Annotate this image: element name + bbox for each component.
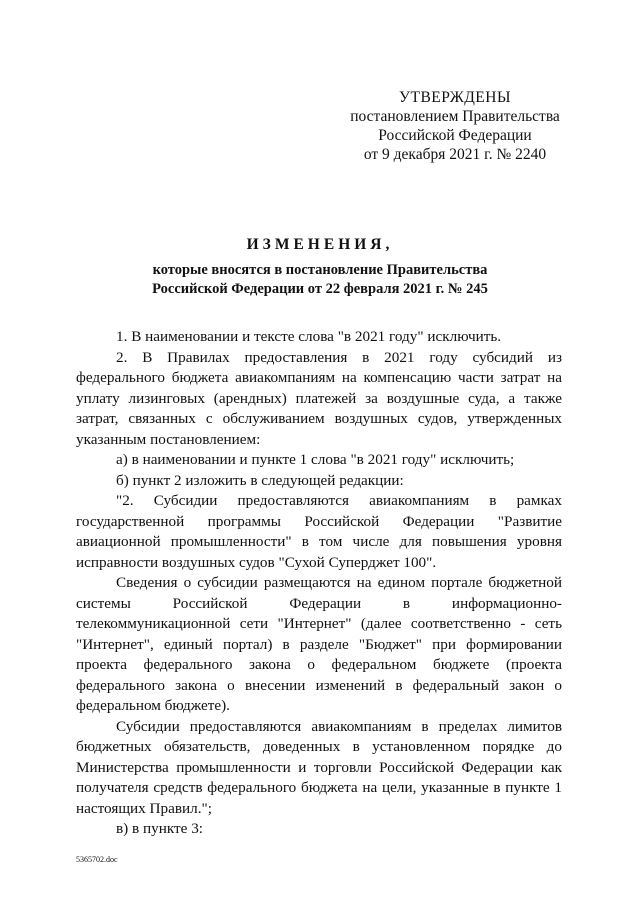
paragraph-2a: а) в наименовании и пункте 1 слова "в 2021 году" исключить; [116, 451, 515, 468]
paragraph-1: 1. В наименовании и тексте слова "в 2021 году" исключить. [116, 328, 502, 345]
file-reference: 5365702.doc [76, 855, 118, 864]
paragraph-2b: б) пункт 2 изложить в следующей редакции: [116, 471, 404, 489]
paragraph-quote-3: Субсидии предоставляются авиакомпаниям в пределах лимитов бюджетных обязательств, доведенных в установленном порядке до Министерства промышленности и торговли Российской Федерации как получателя средств федерального бюджета на цели, указанные в пункте 1 настоящих Правил."; [76, 717, 562, 817]
paragraph-quote-1: "2. Субсидии предоставляются авиакомпаниям в рамках государственной программы Российской Федерации "Развитие авиационной промышленности" в том числе для повышения уровня исправности воздушных судов "Сухой Суперджет 100". [76, 492, 562, 571]
approval-line-3: от 9 декабря 2021 г. № 2240 [363, 146, 547, 163]
approval-line-1: постановлением Правительства [350, 108, 560, 125]
approval-line-2: Российской Федерации [378, 127, 532, 144]
approval-block [330, 88, 580, 164]
document-subtitle [0, 261, 640, 299]
document-title: ИЗМЕНЕНИЯ, [246, 236, 394, 253]
approval-heading: УТВЕРЖДЕНЫ [399, 89, 511, 106]
subtitle-line-2: Российской Федерации от 22 февраля 2021 г. № 245 [152, 281, 488, 297]
document-body [76, 327, 562, 840]
paragraph-quote-2: Сведения о субсидии размещаются на едином портале бюджетной системы Российской Федерации в информационно-телекоммуникационной сети "Интернет" (далее соответственно - сеть "Интернет", единый портал) в разделе "Бюджет" при формировании проекта федерального закона о федеральном бюджете (проекта федерального закона о внесении изменений в федеральный закон о федеральном бюджете). [76, 574, 562, 714]
paragraph-2: 2. В Правилах предоставления в 2021 году субсидий из федерального бюджета авиакомпаниям на компенсацию части затрат на уплату лизинговых (арендных) платежей за воздушные суда, а также затрат, связанных с обслуживанием воздушных судов, утвержденных указанным постановлением: [76, 348, 562, 448]
paragraph-2c: в) в пункте 3: [116, 820, 204, 837]
subtitle-line-1: которые вносятся в постановление Правительства [152, 262, 488, 278]
